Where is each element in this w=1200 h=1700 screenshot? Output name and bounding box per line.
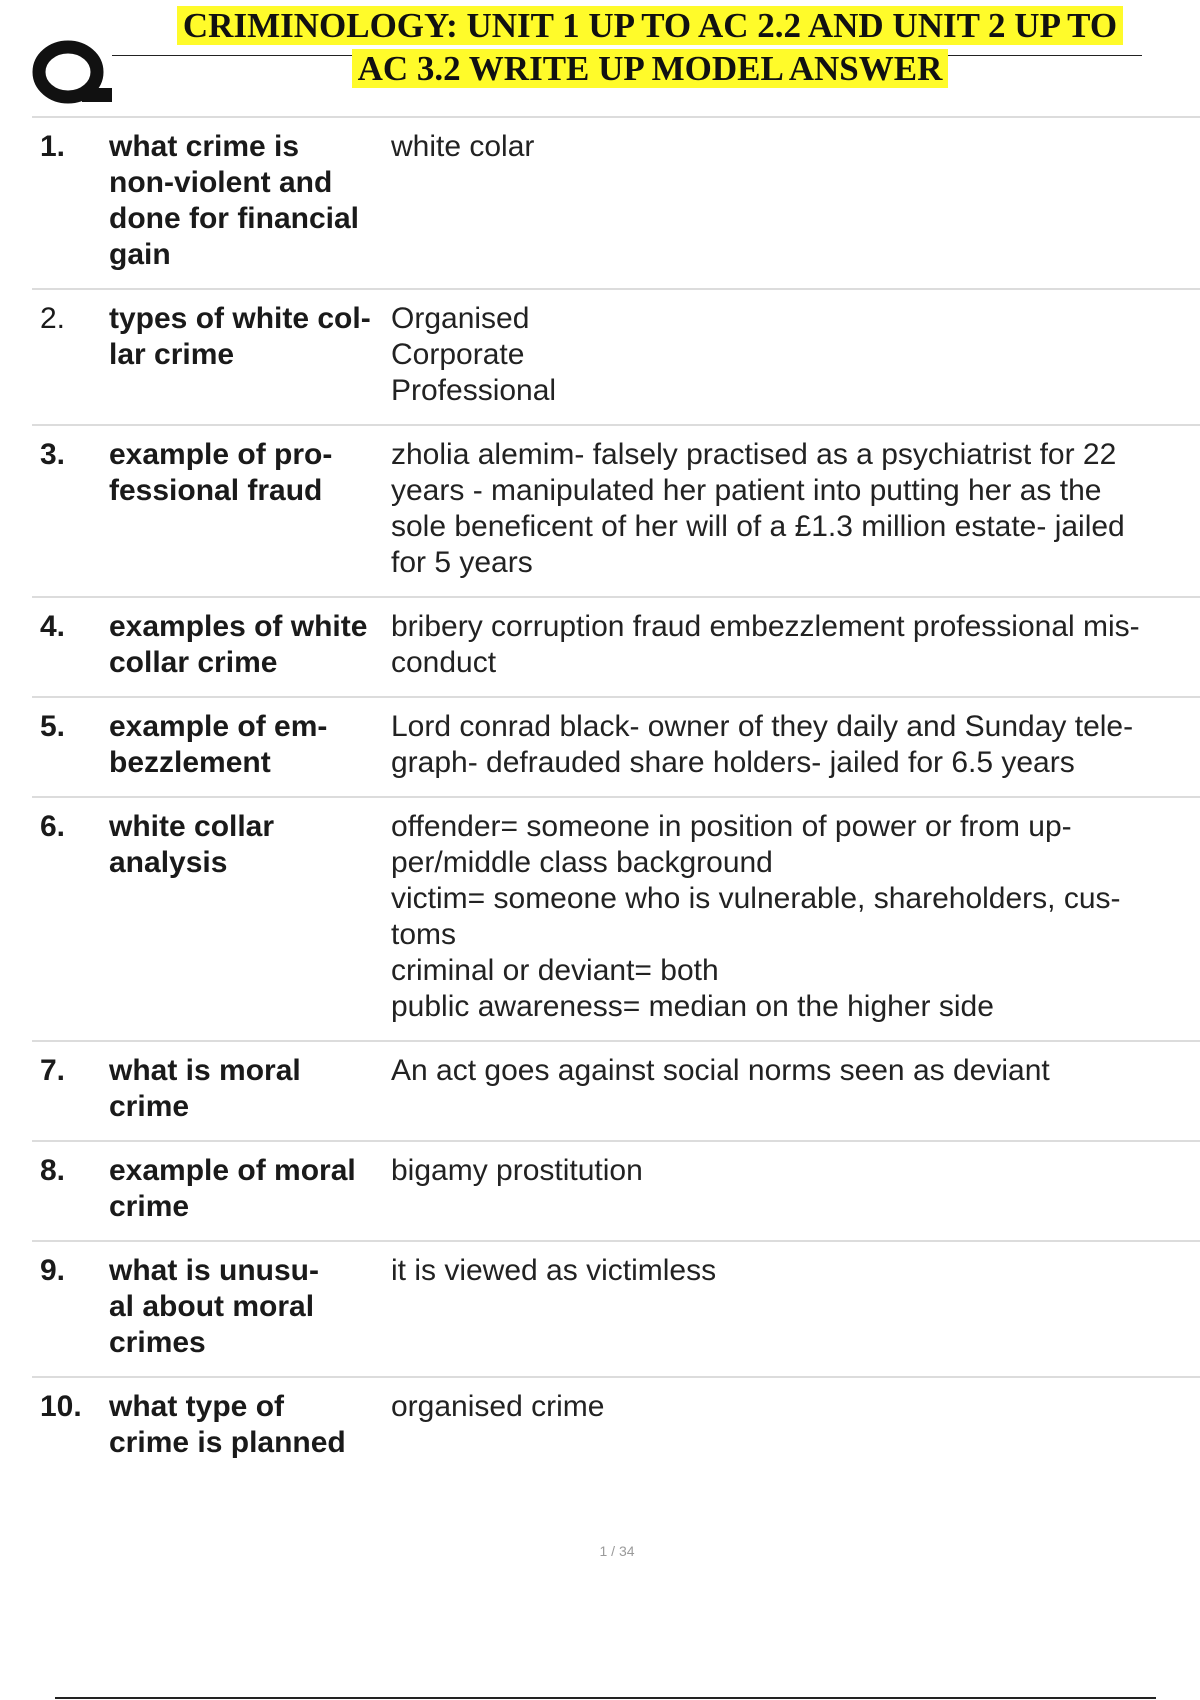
question-term: what is moral crime — [109, 1054, 301, 1123]
question-number: 7. — [40, 1054, 66, 1087]
qa-row — [32, 1242, 1200, 1378]
document-title — [150, 4, 1150, 90]
answer-definition: offender= someone in position of power or from up- per/middle class background victim= someone who is vulnerable, shareholders, cus- toms criminal or deviant= both public awareness= median on the higher side — [391, 810, 1121, 1023]
question-term: examples of white collar crime — [109, 610, 368, 679]
q-logo-icon — [30, 38, 114, 110]
question-number: 4. — [40, 610, 66, 643]
answer-definition: An act goes against social norms seen as deviant — [391, 1054, 1050, 1087]
qa-row — [32, 1142, 1200, 1242]
answer-definition: it is viewed as victimless — [391, 1254, 717, 1287]
question-number: 3. — [40, 438, 66, 471]
question-number: 5. — [40, 710, 66, 743]
page-indicator: 1 / 34 — [599, 1543, 635, 1559]
qa-row — [32, 1378, 1200, 1476]
qa-row — [32, 1042, 1200, 1142]
qa-row — [32, 698, 1200, 798]
question-term: white collar analysis — [109, 810, 275, 879]
question-number: 8. — [40, 1154, 66, 1187]
qa-row — [32, 426, 1200, 598]
question-term: types of white col- lar crime — [109, 302, 371, 371]
qa-row — [32, 290, 1200, 426]
answer-definition: bribery corruption fraud embezzlement professional mis- conduct — [391, 610, 1140, 679]
question-term: example of moral crime — [109, 1154, 356, 1223]
question-number: 10. — [40, 1390, 82, 1423]
title-line-1: CRIMINOLOGY: UNIT 1 UP TO AC 2.2 AND UNIT 2 UP TO — [177, 6, 1123, 45]
question-term: example of em- bezzlement — [109, 710, 328, 779]
qa-row — [32, 798, 1200, 1042]
question-term: what type of crime is planned — [109, 1390, 346, 1459]
footer-rule — [55, 1697, 1156, 1699]
title-line-2: AC 3.2 WRITE UP MODEL ANSWER — [352, 49, 949, 88]
question-term: what is unusu- al about moral crimes — [109, 1254, 319, 1359]
qa-row — [32, 598, 1200, 698]
question-answer-table — [32, 116, 1200, 1476]
question-number: 9. — [40, 1254, 66, 1287]
question-number: 2. — [40, 302, 66, 335]
qa-row — [32, 118, 1200, 290]
question-number: 6. — [40, 810, 66, 843]
answer-definition: white colar — [391, 130, 535, 163]
question-number: 1. — [40, 130, 66, 163]
answer-definition: zholia alemim- falsely practised as a psychiatrist for 22 years - manipulated her patient into putting her as the sole beneficent of her will of a £1.3 million estate- jailed for 5 years — [391, 438, 1125, 579]
document-header — [0, 0, 1200, 118]
answer-definition: organised crime — [391, 1390, 605, 1423]
question-term: example of pro- fessional fraud — [109, 438, 333, 507]
answer-definition: Lord conrad black- owner of they daily and Sunday tele- graph- defrauded share holders- jailed for 6.5 years — [391, 710, 1134, 779]
answer-definition: bigamy prostitution — [391, 1154, 643, 1187]
question-term: what crime is non-violent and done for financial gain — [109, 130, 360, 271]
answer-definition: Organised Corporate Professional — [391, 302, 557, 407]
